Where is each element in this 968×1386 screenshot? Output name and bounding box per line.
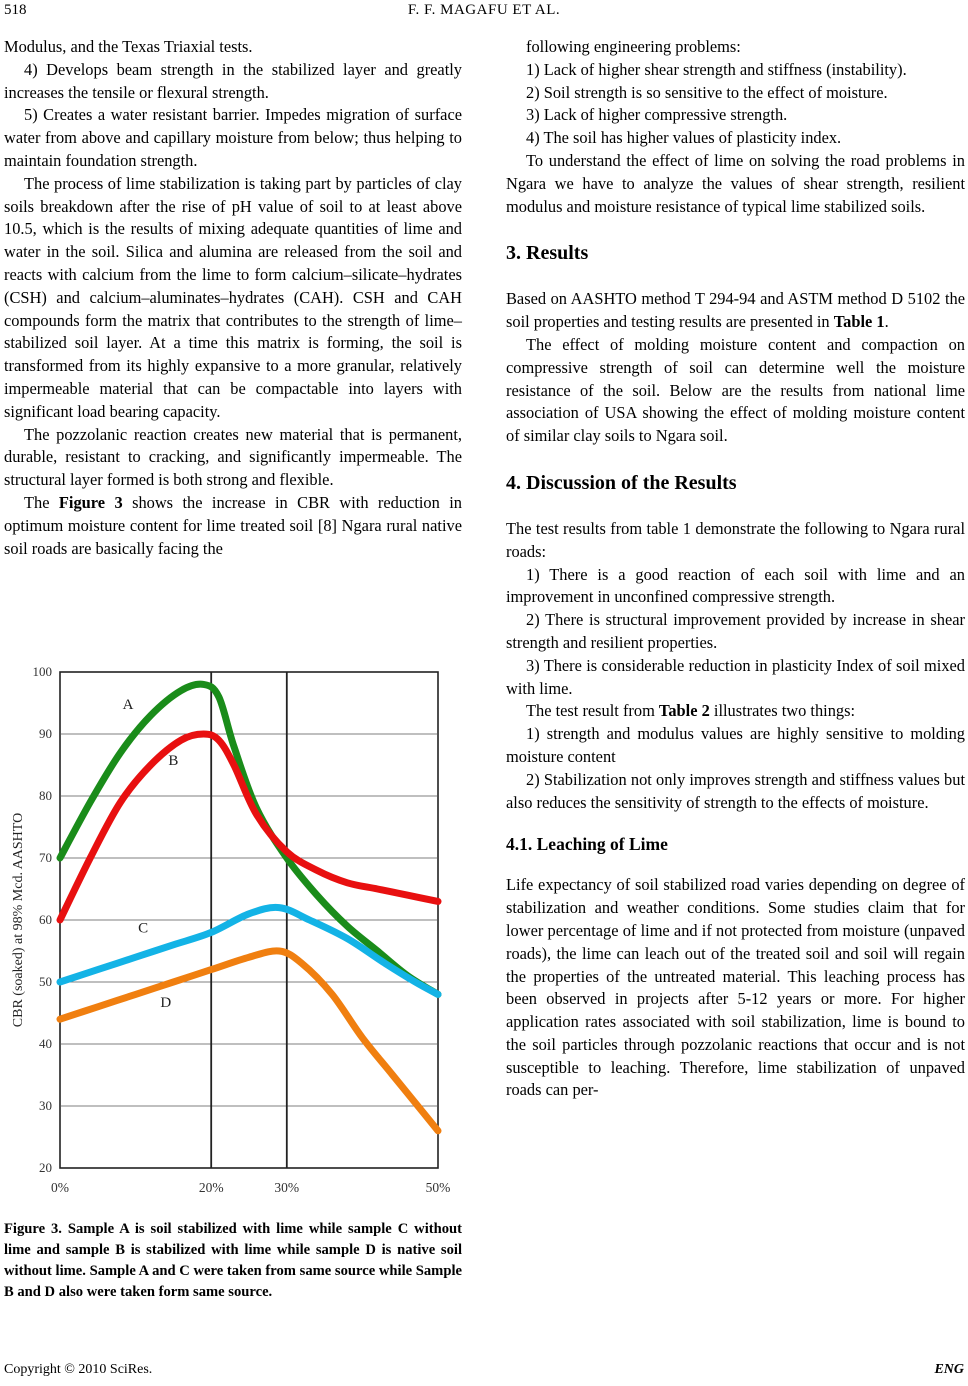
y-tick-label: 80 bbox=[39, 788, 52, 803]
paragraph: 1) Lack of higher shear strength and stiffness (instability). bbox=[526, 59, 907, 79]
paragraph: The effect of molding moisture content and compaction on compressive strength of soil can determine well the moisture resistance of the soil. Below are the results from national lime association of USA showing the effect of molding moisture content of similar clay soils to Ngara soil. bbox=[506, 334, 965, 446]
table-ref[interactable]: Table 1 bbox=[833, 312, 885, 332]
x-tick-label: 0% bbox=[51, 1180, 69, 1195]
y-tick-label: 100 bbox=[32, 664, 52, 679]
paragraph: The process of lime stabilization is taking part by particles of clay soils breakdown after the rise of pH value of soil to at least above 10.5, which is the results of mixing adequate quantities of lime and water in the soil. Silica and alumina are released from the soil and reacts with calcium from the lime to form calcium–silicate–hydrates (CSH) and calcium–aluminates–hydrates (CAH). CSH and CAH compounds form the matrix that contributes to the strength of lime–stabilized soil layer. At a time this matrix is forming, the soil is transformed from its highly expansive to a more granular, relatively impermeable material that can be compactable into layers with significant load bearing capacity. bbox=[4, 173, 462, 421]
figure-3 bbox=[8, 660, 462, 1200]
right-column bbox=[506, 36, 965, 1102]
y-axis-label: CBR (soaked) at 98% Mcd. AASHTO bbox=[11, 812, 26, 1028]
paragraph: 4) The soil has higher values of plasticity index. bbox=[526, 128, 842, 148]
y-tick-label: 30 bbox=[39, 1098, 52, 1113]
paragraph: Life expectancy of soil stabilized road varies depending on degree of stabilization and weather conditions. Some studies claim that for lower percentage of lime and if not protected from moisture (unpaved roads), the lime can leach out of the treated soil and soil will regain the properties of the untreated material. This leaching process has been observed in projects after 5-12 years or more. For higher application rates associated with soil stabilization, lime is bound to the soil particles through pozzolanic reactions that occur and is not susceptible to leaching. Therefore, lime stabilization of unpaved roads can per- bbox=[506, 875, 965, 1100]
y-tick-label: 40 bbox=[39, 1036, 52, 1051]
series-label: C bbox=[138, 920, 149, 937]
figure-ref[interactable]: Figure 3 bbox=[58, 492, 123, 512]
paragraph: Based on AASHTO method T 294-94 and ASTM method D 5102 the soil properties and testing results are presented in Table 1. bbox=[506, 289, 965, 332]
paragraph: The pozzolanic reaction creates new material that is permanent, durable, resistant to cracking, and significantly impermeable. The structural layer formed is both strong and flexible. bbox=[4, 424, 462, 490]
paragraph: 2) There is structural improvement provided by increase in shear strength and resilient properties. bbox=[506, 610, 965, 652]
series-label: D bbox=[160, 994, 172, 1011]
series-label: B bbox=[168, 753, 179, 769]
running-head: F. F. MAGAFU ET AL. bbox=[407, 2, 561, 18]
journal-abbrev: ENG bbox=[934, 1362, 964, 1377]
y-tick-label: 20 bbox=[39, 1160, 52, 1175]
page-header bbox=[0, 0, 968, 30]
x-tick-label: 30% bbox=[274, 1180, 300, 1195]
paragraph: Modulus, and the Texas Triaxial tests. bbox=[4, 37, 253, 56]
paragraph: 1) strength and modulus values are highly sensitive to molding moisture content bbox=[506, 724, 965, 766]
x-tick-label: 20% bbox=[198, 1180, 224, 1195]
paragraph: 3) Lack of higher compressive strength. bbox=[526, 105, 788, 125]
cbr-chart bbox=[8, 660, 462, 1200]
subsection-heading: 4.1. Leaching of Lime bbox=[506, 834, 668, 855]
left-column bbox=[4, 36, 462, 560]
figure-caption: Figure 3. Sample A is soil stabilized with lime while sample C without lime and sample B is stabilized with lime while sample D is native soil without lime. Sample A and C were taken from same source while Sample B and D also were taken form same source. bbox=[4, 1221, 462, 1300]
paragraph: 2) Stabilization not only improves strength and stiffness values but also reduces the sensitivity of strength to the effects of moisture. bbox=[506, 769, 965, 812]
paragraph: following engineering problems: bbox=[526, 37, 741, 56]
paragraph: 5) Creates a water resistant barrier. Impedes migration of surface water from above and capillary moisture from below; thus helping to maintain foundation strength. bbox=[4, 105, 462, 170]
y-tick-label: 90 bbox=[39, 726, 52, 741]
paragraph: 1) There is a good reaction of each soil with lime and an improvement in unconfined compressive strength. bbox=[506, 564, 965, 607]
series-label: A bbox=[122, 697, 134, 714]
x-tick-label: 50% bbox=[425, 1180, 451, 1195]
section-heading: 4. Discussion of the Results bbox=[506, 471, 737, 494]
y-tick-label: 50 bbox=[39, 974, 52, 989]
paragraph: The test results from table 1 demonstrate the following to Ngara rural roads: bbox=[506, 518, 965, 561]
paragraph: The test result from Table 2 illustrates two things: bbox=[526, 701, 856, 721]
copyright: Copyright © 2010 SciRes. bbox=[4, 1362, 153, 1377]
paragraph: 4) Develops beam strength in the stabilized layer and greatly increases the tensile or flexural strength. bbox=[4, 59, 462, 102]
paragraph: 3) There is considerable reduction in plasticity Index of soil mixed with lime. bbox=[506, 655, 965, 698]
y-tick-label: 60 bbox=[39, 912, 52, 927]
y-tick-label: 70 bbox=[39, 850, 52, 865]
section-heading: 3. Results bbox=[506, 242, 589, 265]
paragraph: The Figure 3 shows the increase in CBR with reduction in optimum moisture content for lime treated soil [8] Ngara rural native soil roads are basically facing the bbox=[4, 492, 462, 558]
paragraph: To understand the effect of lime on solving the road problems in Ngara we have to analyze the values of shear strength, resilient modulus and moisture resistance of typical lime stabilized soils. bbox=[506, 150, 965, 216]
page-number: 518 bbox=[4, 2, 27, 18]
paragraph: 2) Soil strength is so sensitive to the effect of moisture. bbox=[526, 82, 888, 102]
table-ref[interactable]: Table 2 bbox=[658, 701, 710, 721]
page-footer bbox=[4, 1362, 964, 1378]
